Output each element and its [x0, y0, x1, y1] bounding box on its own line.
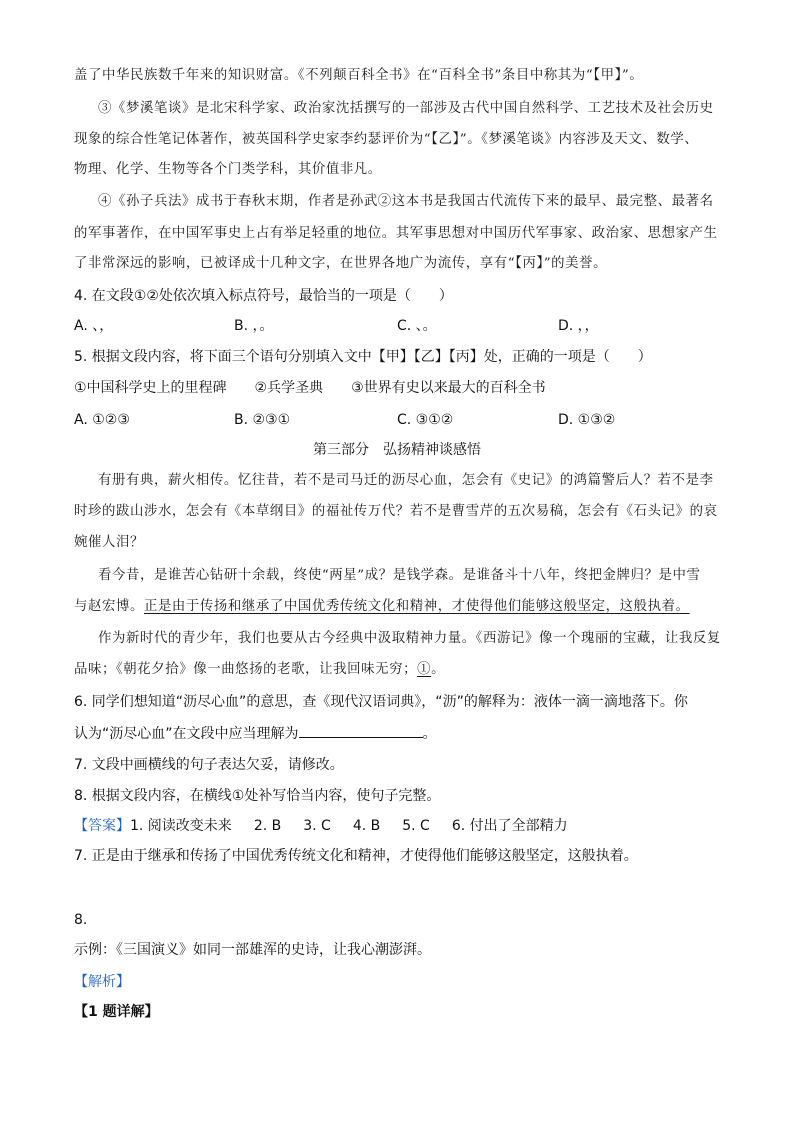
part-3-paragraph-3-line-2: [74, 660, 726, 680]
question-5-option-d: D. ①③②: [558, 412, 616, 428]
question-4-option-c: C. 、。: [397, 318, 437, 334]
answer-item-3: 3. C: [303, 818, 331, 834]
passage-paragraph-4-line-1: ④《孙子兵法》成书于春秋末期，作者是孙武②这本书是我国古代流传下来的最早、最完整、最著名: [98, 194, 714, 209]
blank-marker-1: ①: [417, 662, 432, 677]
part-3-paragraph-2-line-1: 看今昔，是谁苦心钻研十余载，终使“两星”成？是钱学森。是谁备斗十八年，终把金牌归？是中雪: [98, 568, 701, 583]
passage-paragraph-3-line-3: 物理、化学、生物等各个门类学科，其价值非凡。: [74, 162, 382, 177]
question-7-stem: 7. 文段中画横线的句子表达欠妥，请修改。: [74, 757, 344, 773]
question-5-option-b: B. ②③①: [234, 412, 291, 428]
part-3-paragraph-2-line-2: [74, 597, 726, 617]
part-3-paragraph-3-line-1: 作为新时代的青少年，我们也要从古今经典中汲取精神力量。《西游记》像一个瑰丽的宝藏，让我反复: [98, 631, 721, 646]
answer-line: [74, 816, 726, 836]
passage-paragraph-3-line-2: 现象的综合性笔记体著作，被英国科学史家李约瑟评价为“【乙】”。《梦溪笔谈》内容涉及天文、数学、: [74, 132, 699, 147]
part-3-paragraph-1-line-2: 时珍的跋山涉水，怎会有《本草纲目》的福祉传万代？若不是曹雪芹的五次易稿，怎会有《石头记》的哀: [74, 504, 718, 519]
question-5-phrases: ①中国科学史上的里程碑 ②兵学圣典 ③世界有史以来最大的百科全书: [74, 380, 546, 396]
answer-item-1: 1. 阅读改变未来: [130, 818, 232, 834]
question-6-line-1: 6. 同学们想知道“沥尽心血”的意思，查《现代汉语词典》，“沥”的解释为：液体一滴一滴地落下。你: [74, 694, 688, 710]
passage-line: 盖了中华民族数千年来的知识财富。《不列颠百科全书》在“百科全书”条目中称其为“【甲】”。: [74, 68, 644, 83]
question-4-stem: 4. 在文段①②处依次填入标点符号，最恰当的一项是（ ）: [74, 288, 453, 304]
part-3-title: 第三部分 弘扬精神谈感悟: [313, 442, 481, 458]
analysis-label: 【解析】: [74, 974, 130, 990]
passage-paragraph-4-line-2: 的军事著作，在中国军事史上占有举足轻重的地位。其军事思想对中国历代军事家、政治家、思想家产生: [74, 226, 718, 241]
paragraph-text: 与赵宏博。: [74, 599, 144, 614]
answer-8-number: 8.: [74, 912, 88, 928]
answer-item-6: 6. 付出了全部精力: [451, 818, 568, 834]
underlined-sentence: 正是由于传扬和继承了中国优秀传统文化和精神，才使得他们能够这般坚定，这般执着。: [143, 599, 690, 614]
question-5-option-c: C. ③①②: [397, 412, 454, 428]
part-3-paragraph-1-line-3: 婉催人泪？: [74, 535, 144, 550]
answer-item-4: 4. B: [352, 818, 381, 834]
answer-7: 7. 正是由于继承和传扬了中国优秀传统文化和精神，才使得他们能够这般坚定，这般执着。: [74, 848, 638, 864]
paragraph-text: 品味；《朝花夕拾》像一曲悠扬的老歌，让我回味无穷；: [74, 662, 418, 677]
question-6-text: 认为“沥尽心血”在文段中应当理解为: [74, 726, 299, 742]
answer-label: 【答案】: [74, 818, 130, 834]
question-5-option-a: A. ①②③: [74, 412, 130, 428]
question-5-stem: 5. 根据文段内容，将下面三个语句分别填入文中【甲】【乙】【丙】处，正确的一项是（ ）: [74, 349, 652, 365]
question-6-end: 。: [422, 726, 437, 742]
paragraph-end: 。: [431, 662, 446, 677]
passage-paragraph-4-line-3: 了非常深远的影响，已被译成十几种文字，在世界各地广为流传，享有“【丙】”的美誉。: [74, 256, 608, 271]
passage-paragraph-3-line-1: ③《梦溪笔谈》是北宋科学家、政治家沈括撰写的一部涉及古代中国自然科学、工艺技术及社会历史: [98, 101, 714, 116]
question-4-option-b: B. ，。: [234, 318, 274, 334]
answer-item-2: 2. B: [253, 818, 282, 834]
question-4-option-a: A. 、，: [74, 318, 114, 334]
answer-8-example: 示例：《三国演义》如同一部雄浑的史诗，让我心潮澎湃。: [74, 942, 431, 958]
answer-item-5: 5. C: [402, 818, 430, 834]
part-3-paragraph-1-line-1: 有册有典，薪火相传。忆往昔，若不是司马迁的沥尽心血，怎会有《史记》的鸿篇警后人？若不是李: [98, 473, 714, 488]
analysis-subheading: 【1 题详解】: [74, 1004, 159, 1020]
question-8-stem: 8. 根据文段内容，在横线①处补写恰当内容，使句子完整。: [74, 788, 441, 804]
question-6-line-2: [74, 723, 726, 744]
question-4-option-d: D. ，，: [558, 318, 599, 334]
answer-blank: [299, 723, 423, 738]
